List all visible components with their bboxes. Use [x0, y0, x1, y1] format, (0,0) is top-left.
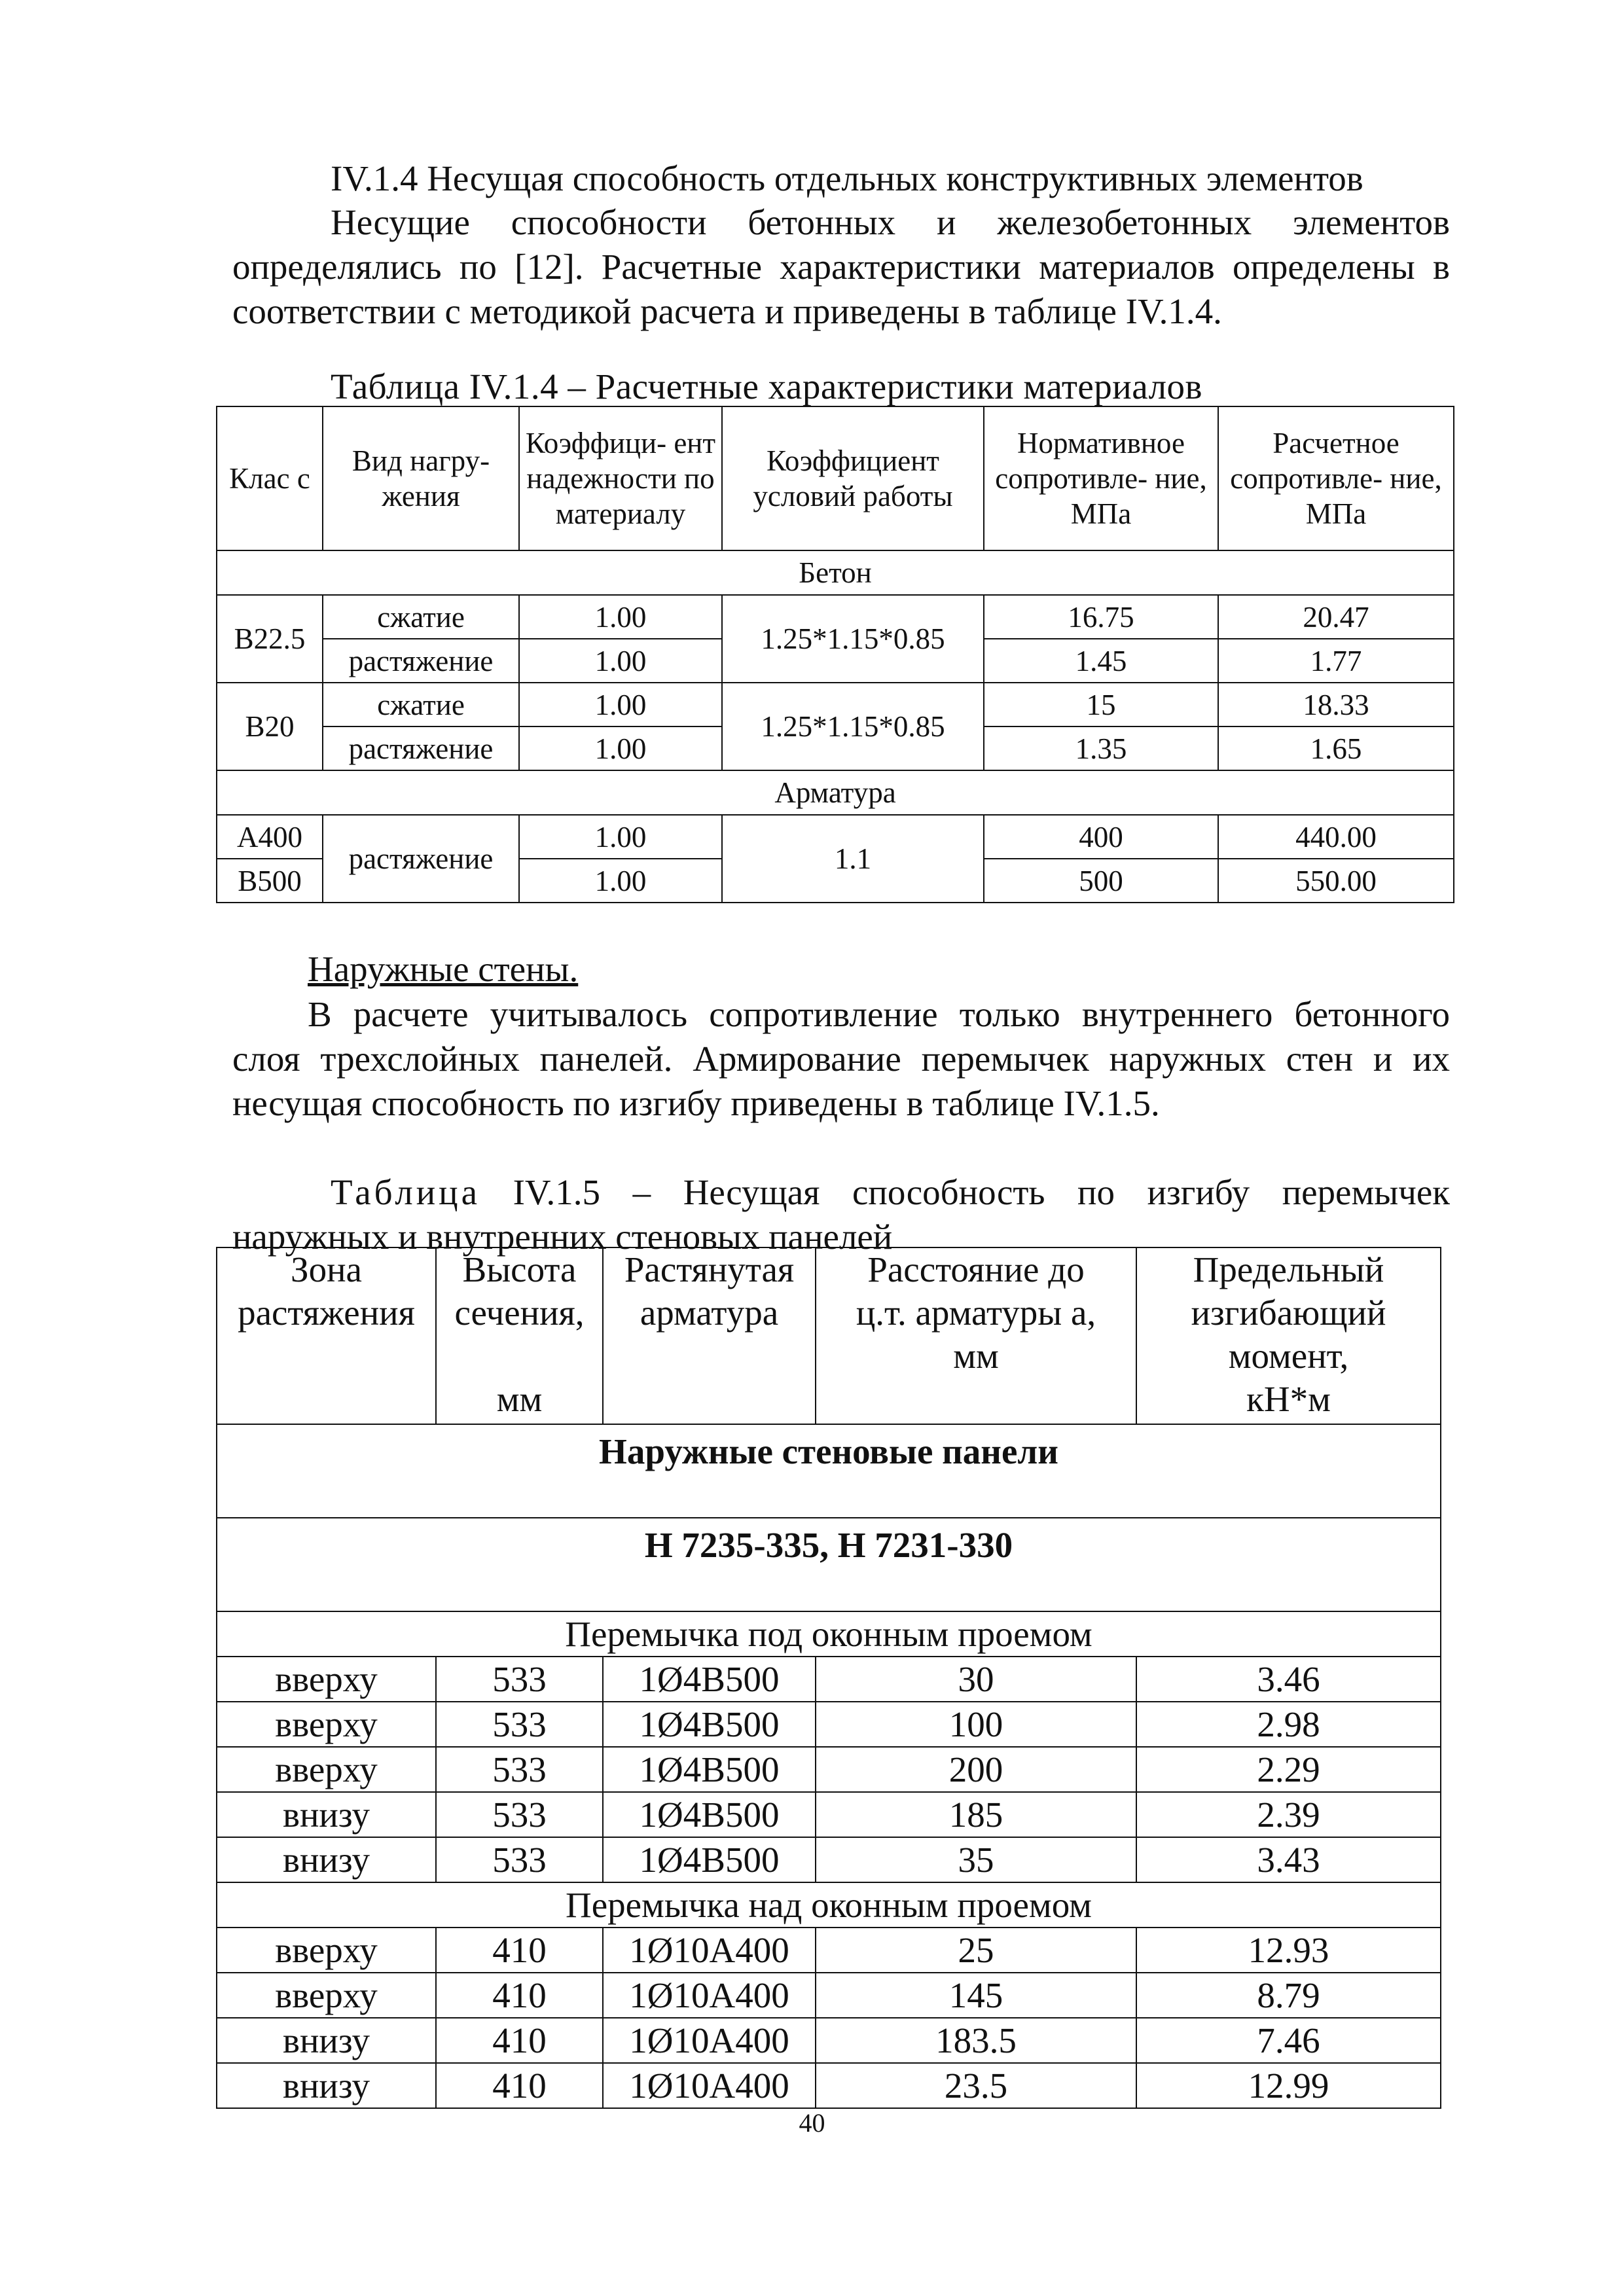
- cell-height: 410: [436, 1973, 603, 2018]
- concrete-label: Бетон: [217, 550, 1454, 595]
- cell-moment: 2.29: [1136, 1747, 1441, 1792]
- cell-zone: вверху: [217, 1747, 436, 1792]
- cell-zone: внизу: [217, 2063, 436, 2108]
- cell-height: 533: [436, 1792, 603, 1837]
- cell-load: растяжение: [323, 726, 519, 770]
- header-distance-unit: мм: [953, 1336, 999, 1376]
- cell-zone: внизу: [217, 2018, 436, 2063]
- cell-distance: 25: [816, 1928, 1136, 1973]
- table-row: [217, 815, 1454, 859]
- table-row: [217, 770, 1454, 815]
- cell-class: B22.5: [217, 595, 323, 683]
- table-row: [217, 1928, 1441, 1973]
- section-heading: IV.1.4 Несущая способность отдельных конструктивных элементов: [331, 158, 1363, 198]
- cell-rebar: 1Ø10A400: [603, 2063, 816, 2108]
- cell-norm: 1.35: [984, 726, 1218, 770]
- cell-moment: 12.93: [1136, 1928, 1441, 1973]
- cell-zone: вверху: [217, 1702, 436, 1747]
- cell-height: 410: [436, 2063, 603, 2108]
- cell-norm: 1.45: [984, 639, 1218, 683]
- table-row: [217, 1973, 1441, 2018]
- cell-zone: внизу: [217, 1792, 436, 1837]
- cell-class: A400: [217, 815, 323, 859]
- table-row: [217, 1747, 1441, 1792]
- cell-rebar: 1Ø4B500: [603, 1702, 816, 1747]
- cell-mat: 1.00: [519, 726, 722, 770]
- outer-walls-title: Наружные стены.: [308, 949, 579, 989]
- cell-distance: 183.5: [816, 2018, 1136, 2063]
- section-below-window: Перемычка под оконным проемом: [217, 1611, 1441, 1657]
- cell-moment: 3.46: [1136, 1657, 1441, 1702]
- cell-class: B20: [217, 683, 323, 770]
- header-rebar-label: Растянутая арматура: [624, 1249, 795, 1333]
- panel-codes: Н 7235-335, Н 7231-330: [217, 1518, 1441, 1611]
- table5-caption-rest: IV.1.5 – Несущая способность по изгибу перемычек наружных и внутренних стеновых панелей: [232, 1172, 1451, 1257]
- cell-mat: 1.00: [519, 639, 722, 683]
- cell-work: 1.25*1.15*0.85: [722, 595, 984, 683]
- header-load: Вид нагру- жения: [323, 406, 519, 550]
- cell-design: 20.47: [1218, 595, 1454, 639]
- cell-distance: 23.5: [816, 2063, 1136, 2108]
- table4-caption: Таблица IV.1.4 – Расчетные характеристики материалов: [331, 367, 1203, 406]
- cell-norm: 400: [984, 815, 1218, 859]
- cell-design: 18.33: [1218, 683, 1454, 726]
- cell-rebar: 1Ø4B500: [603, 1792, 816, 1837]
- table5-caption-word: Таблица: [331, 1172, 480, 1212]
- cell-load: сжатие: [323, 683, 519, 726]
- cell-load: сжатие: [323, 595, 519, 639]
- table-row: [217, 2063, 1441, 2108]
- table-row: [217, 1657, 1441, 1702]
- header-rebar: [603, 1247, 816, 1424]
- cell-mat: 1.00: [519, 859, 722, 903]
- table-header-row: [217, 406, 1454, 550]
- cell-height: 533: [436, 1657, 603, 1702]
- header-height: [436, 1247, 603, 1424]
- group-title: Наружные стеновые панели: [217, 1424, 1441, 1518]
- header-height-unit: мм: [496, 1379, 543, 1419]
- cell-design: 1.77: [1218, 639, 1454, 683]
- header-work-coef: Коэффициент условий работы: [722, 406, 984, 550]
- cell-distance: 200: [816, 1747, 1136, 1792]
- rebar-label: Арматура: [217, 770, 1454, 815]
- table-row: [217, 1518, 1441, 1611]
- cell-norm: 500: [984, 859, 1218, 903]
- cell-distance: 30: [816, 1657, 1136, 1702]
- cell-moment: 2.98: [1136, 1702, 1441, 1747]
- cell-moment: 7.46: [1136, 2018, 1441, 2063]
- cell-moment: 8.79: [1136, 1973, 1441, 2018]
- cell-norm: 15: [984, 683, 1218, 726]
- header-design: Расчетное сопротивле- ние, МПа: [1218, 406, 1454, 550]
- cell-zone: вверху: [217, 1928, 436, 1973]
- materials-table: [216, 406, 1454, 903]
- table-row: [217, 595, 1454, 639]
- cell-rebar: 1Ø4B500: [603, 1657, 816, 1702]
- cell-moment: 2.39: [1136, 1792, 1441, 1837]
- header-height-label: Высота сечения,: [454, 1249, 585, 1333]
- header-class: Клас с: [217, 406, 323, 550]
- page-number: 40: [799, 2108, 825, 2138]
- cell-moment: 12.99: [1136, 2063, 1441, 2108]
- cell-moment: 3.43: [1136, 1837, 1441, 1882]
- cell-distance: 145: [816, 1973, 1136, 2018]
- cell-distance: 185: [816, 1792, 1136, 1837]
- table-row: [217, 550, 1454, 595]
- cell-class: B500: [217, 859, 323, 903]
- header-moment-unit: кН*м: [1246, 1379, 1331, 1419]
- cell-mat: 1.00: [519, 815, 722, 859]
- table-row: [217, 1882, 1441, 1928]
- cell-height: 410: [436, 2018, 603, 2063]
- table5-caption: [232, 1170, 1450, 1259]
- cell-rebar: 1Ø4B500: [603, 1747, 816, 1792]
- header-zone: [217, 1247, 436, 1424]
- table-row: [217, 1792, 1441, 1837]
- header-moment: [1136, 1247, 1441, 1424]
- header-distance-label: Расстояние до ц.т. арматуры a,: [856, 1249, 1096, 1333]
- cell-design: 440.00: [1218, 815, 1454, 859]
- cell-zone: вверху: [217, 1973, 436, 2018]
- cell-mat: 1.00: [519, 595, 722, 639]
- header-zone-label: Зона растяжения: [238, 1249, 415, 1333]
- cell-height: 533: [436, 1837, 603, 1882]
- table-header-row: [217, 1247, 1441, 1424]
- cell-load: растяжение: [323, 815, 519, 903]
- header-distance: [816, 1247, 1136, 1424]
- cell-rebar: 1Ø10A400: [603, 2018, 816, 2063]
- cell-rebar: 1Ø10A400: [603, 1928, 816, 1973]
- cell-distance: 35: [816, 1837, 1136, 1882]
- header-normative: Нормативное сопротивле- ние, МПа: [984, 406, 1218, 550]
- cell-work: 1.25*1.15*0.85: [722, 683, 984, 770]
- cell-height: 410: [436, 1928, 603, 1973]
- table-row: [217, 1424, 1441, 1518]
- table-row: [217, 2018, 1441, 2063]
- table-row: [217, 1837, 1441, 1882]
- cell-rebar: 1Ø10A400: [603, 1973, 816, 2018]
- cell-work: 1.1: [722, 815, 984, 903]
- cell-rebar: 1Ø4B500: [603, 1837, 816, 1882]
- cell-distance: 100: [816, 1702, 1136, 1747]
- header-moment-label: Предельный изгибающий момент,: [1191, 1249, 1386, 1376]
- table-row: [217, 1611, 1441, 1657]
- cell-norm: 16.75: [984, 595, 1218, 639]
- cell-height: 533: [436, 1747, 603, 1792]
- cell-mat: 1.00: [519, 683, 722, 726]
- intro-paragraph: Несущие способности бетонных и железобетонных элементов определялись по [12]. Расчетные характеристики материалов определены в соответствии с методикой расчета и приведены в таблице IV.1.4.: [232, 202, 1450, 331]
- cell-design: 1.65: [1218, 726, 1454, 770]
- header-mat-coef: Коэффици- ент надежности по материалу: [519, 406, 722, 550]
- table-row: [217, 683, 1454, 726]
- cell-zone: внизу: [217, 1837, 436, 1882]
- cell-load: растяжение: [323, 639, 519, 683]
- cell-zone: вверху: [217, 1657, 436, 1702]
- bending-capacity-table: [216, 1247, 1441, 2109]
- table-row: [217, 1702, 1441, 1747]
- outer-walls-paragraph: В расчете учитывалось сопротивление только внутреннего бетонного слоя трехслойных панелей. Армирование перемычек наружных стен и их несущая способность по изгибу приведены в таблице IV.1.5.: [232, 994, 1450, 1123]
- section-above-window: Перемычка над оконным проемом: [217, 1882, 1441, 1928]
- cell-design: 550.00: [1218, 859, 1454, 903]
- cell-height: 533: [436, 1702, 603, 1747]
